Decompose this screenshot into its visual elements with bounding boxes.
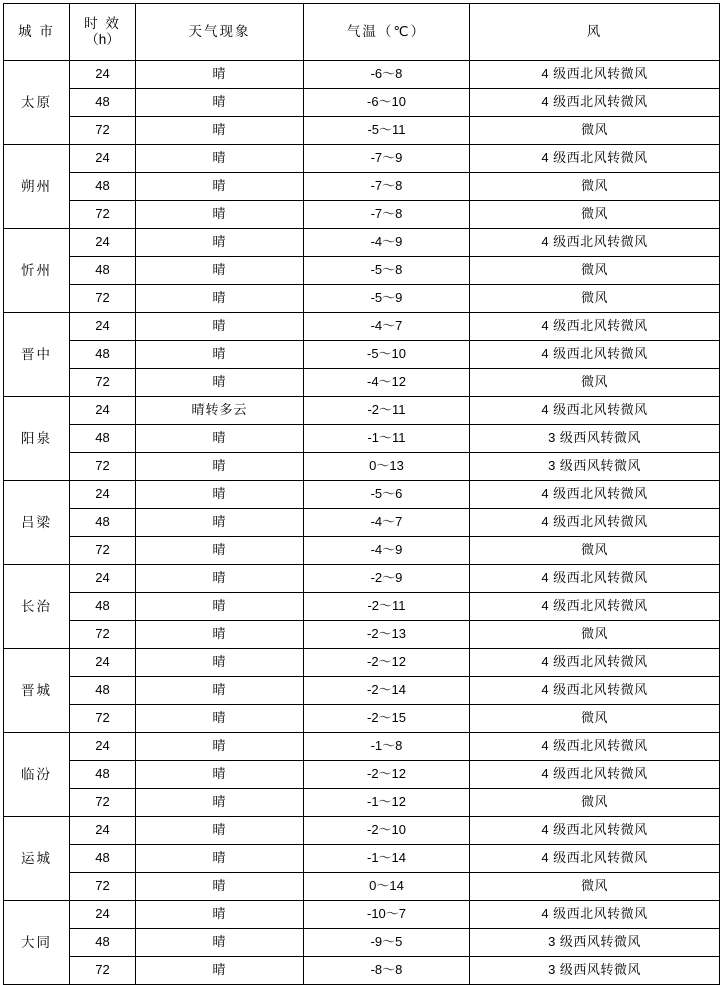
temperature-cell: -2～15 — [304, 705, 470, 733]
temperature-cell: -2～13 — [304, 621, 470, 649]
weather-phenomenon-cell: 晴 — [136, 649, 304, 677]
wind-cell: 4 级西北风转微风 — [470, 565, 720, 593]
wind-cell: 4 级西北风转微风 — [470, 901, 720, 929]
temperature-cell: -5～8 — [304, 257, 470, 285]
table-row — [4, 89, 720, 117]
temperature-cell: -4～7 — [304, 313, 470, 341]
table-row — [4, 229, 720, 257]
temperature-cell: -9～5 — [304, 929, 470, 957]
table-row — [4, 957, 720, 985]
temperature-cell: -2～11 — [304, 593, 470, 621]
weather-phenomenon-cell: 晴 — [136, 341, 304, 369]
temperature-cell: 0～13 — [304, 453, 470, 481]
weather-phenomenon-cell: 晴 — [136, 145, 304, 173]
forecast-hours-cell: 72 — [70, 537, 136, 565]
table-row — [4, 565, 720, 593]
weather-phenomenon-cell: 晴 — [136, 873, 304, 901]
temperature-cell: -2～12 — [304, 649, 470, 677]
wind-cell: 3 级西风转微风 — [470, 425, 720, 453]
forecast-hours-cell: 72 — [70, 789, 136, 817]
weather-phenomenon-cell: 晴 — [136, 761, 304, 789]
temperature-cell: -2～12 — [304, 761, 470, 789]
wind-cell: 4 级西北风转微风 — [470, 313, 720, 341]
wind-cell: 3 级西风转微风 — [470, 957, 720, 985]
temperature-cell: -2～14 — [304, 677, 470, 705]
weather-phenomenon-cell: 晴 — [136, 901, 304, 929]
wind-cell: 微风 — [470, 705, 720, 733]
wind-cell: 4 级西北风转微风 — [470, 733, 720, 761]
forecast-hours-cell: 48 — [70, 173, 136, 201]
forecast-hours-cell: 72 — [70, 117, 136, 145]
temperature-cell: -10～7 — [304, 901, 470, 929]
temperature-cell: -1～8 — [304, 733, 470, 761]
wind-cell: 3 级西风转微风 — [470, 929, 720, 957]
forecast-hours-cell: 48 — [70, 929, 136, 957]
temperature-cell: -5～6 — [304, 481, 470, 509]
weather-phenomenon-cell: 晴 — [136, 957, 304, 985]
forecast-hours-cell: 72 — [70, 201, 136, 229]
forecast-hours-cell: 48 — [70, 677, 136, 705]
wind-cell: 4 级西北风转微风 — [470, 341, 720, 369]
temperature-cell: -1～12 — [304, 789, 470, 817]
column-header-temperature: 气温（℃） — [304, 4, 470, 61]
wind-cell: 微风 — [470, 285, 720, 313]
table-row — [4, 789, 720, 817]
temperature-cell: -4～7 — [304, 509, 470, 537]
table-row — [4, 649, 720, 677]
forecast-hours-cell: 48 — [70, 761, 136, 789]
table-row — [4, 677, 720, 705]
weather-phenomenon-cell: 晴 — [136, 537, 304, 565]
wind-cell: 微风 — [470, 201, 720, 229]
forecast-hours-cell: 72 — [70, 621, 136, 649]
table-row — [4, 285, 720, 313]
temperature-cell: -1～11 — [304, 425, 470, 453]
table-row — [4, 341, 720, 369]
forecast-hours-cell: 72 — [70, 369, 136, 397]
forecast-hours-cell: 48 — [70, 425, 136, 453]
weather-phenomenon-cell: 晴 — [136, 89, 304, 117]
table-row — [4, 817, 720, 845]
table-row — [4, 593, 720, 621]
forecast-hours-cell: 72 — [70, 453, 136, 481]
wind-cell: 4 级西北风转微风 — [470, 845, 720, 873]
temperature-cell: -7～8 — [304, 173, 470, 201]
table-row — [4, 201, 720, 229]
forecast-hours-cell: 48 — [70, 509, 136, 537]
city-cell: 忻州 — [4, 229, 70, 313]
temperature-cell: -7～9 — [304, 145, 470, 173]
forecast-hours-cell: 24 — [70, 229, 136, 257]
forecast-hours-cell: 24 — [70, 733, 136, 761]
table-row — [4, 61, 720, 89]
forecast-hours-cell: 24 — [70, 481, 136, 509]
temperature-cell: -1～14 — [304, 845, 470, 873]
table-row — [4, 173, 720, 201]
table-row — [4, 537, 720, 565]
column-header-wind: 风 — [470, 4, 720, 61]
city-cell: 长治 — [4, 565, 70, 649]
table-body — [4, 61, 720, 985]
temperature-cell: -6～8 — [304, 61, 470, 89]
weather-phenomenon-cell: 晴 — [136, 173, 304, 201]
table-header — [4, 4, 720, 61]
table-row — [4, 761, 720, 789]
weather-forecast-table — [3, 3, 720, 985]
table-row — [4, 481, 720, 509]
city-cell: 太原 — [4, 61, 70, 145]
forecast-hours-cell: 24 — [70, 397, 136, 425]
wind-cell: 4 级西北风转微风 — [470, 817, 720, 845]
column-header-city: 城 市 — [4, 4, 70, 61]
city-cell: 晋城 — [4, 649, 70, 733]
wind-cell: 4 级西北风转微风 — [470, 89, 720, 117]
wind-cell: 4 级西北风转微风 — [470, 677, 720, 705]
forecast-hours-cell: 72 — [70, 957, 136, 985]
wind-cell: 微风 — [470, 873, 720, 901]
forecast-hours-cell: 48 — [70, 845, 136, 873]
weather-phenomenon-cell: 晴 — [136, 229, 304, 257]
forecast-hours-cell: 72 — [70, 873, 136, 901]
wind-cell: 4 级西北风转微风 — [470, 593, 720, 621]
wind-cell: 3 级西风转微风 — [470, 453, 720, 481]
weather-phenomenon-cell: 晴转多云 — [136, 397, 304, 425]
weather-phenomenon-cell: 晴 — [136, 481, 304, 509]
forecast-hours-cell: 48 — [70, 89, 136, 117]
temperature-cell: -5～10 — [304, 341, 470, 369]
temperature-cell: -2～9 — [304, 565, 470, 593]
wind-cell: 4 级西北风转微风 — [470, 649, 720, 677]
forecast-hours-cell: 48 — [70, 593, 136, 621]
temperature-cell: -6～10 — [304, 89, 470, 117]
weather-phenomenon-cell: 晴 — [136, 369, 304, 397]
temperature-cell: -4～9 — [304, 229, 470, 257]
weather-phenomenon-cell: 晴 — [136, 593, 304, 621]
city-cell: 吕梁 — [4, 481, 70, 565]
weather-phenomenon-cell: 晴 — [136, 845, 304, 873]
weather-phenomenon-cell: 晴 — [136, 929, 304, 957]
table-row — [4, 901, 720, 929]
table-row — [4, 117, 720, 145]
table-row — [4, 873, 720, 901]
forecast-hours-cell: 24 — [70, 61, 136, 89]
temperature-cell: -5～11 — [304, 117, 470, 145]
weather-phenomenon-cell: 晴 — [136, 705, 304, 733]
forecast-hours-cell: 24 — [70, 817, 136, 845]
table-row — [4, 397, 720, 425]
wind-cell: 4 级西北风转微风 — [470, 61, 720, 89]
column-header-hours — [70, 4, 136, 61]
table-header-row — [4, 4, 720, 61]
table-row — [4, 509, 720, 537]
weather-phenomenon-cell: 晴 — [136, 789, 304, 817]
column-header-hours-line2: （h） — [85, 32, 120, 47]
weather-phenomenon-cell: 晴 — [136, 453, 304, 481]
weather-phenomenon-cell: 晴 — [136, 117, 304, 145]
forecast-hours-cell: 48 — [70, 341, 136, 369]
temperature-cell: -7～8 — [304, 201, 470, 229]
forecast-hours-cell: 24 — [70, 649, 136, 677]
weather-phenomenon-cell: 晴 — [136, 313, 304, 341]
city-cell: 临汾 — [4, 733, 70, 817]
city-cell: 朔州 — [4, 145, 70, 229]
table-row — [4, 845, 720, 873]
temperature-cell: 0～14 — [304, 873, 470, 901]
wind-cell: 4 级西北风转微风 — [470, 761, 720, 789]
weather-phenomenon-cell: 晴 — [136, 257, 304, 285]
wind-cell: 微风 — [470, 369, 720, 397]
table-row — [4, 145, 720, 173]
temperature-cell: -4～9 — [304, 537, 470, 565]
wind-cell: 微风 — [470, 789, 720, 817]
weather-phenomenon-cell: 晴 — [136, 285, 304, 313]
table-row — [4, 257, 720, 285]
weather-phenomenon-cell: 晴 — [136, 733, 304, 761]
wind-cell: 4 级西北风转微风 — [470, 509, 720, 537]
table-row — [4, 733, 720, 761]
weather-phenomenon-cell: 晴 — [136, 425, 304, 453]
table-row — [4, 313, 720, 341]
table-row — [4, 425, 720, 453]
weather-phenomenon-cell: 晴 — [136, 61, 304, 89]
weather-phenomenon-cell: 晴 — [136, 677, 304, 705]
forecast-hours-cell: 24 — [70, 145, 136, 173]
temperature-cell: -8～8 — [304, 957, 470, 985]
wind-cell: 4 级西北风转微风 — [470, 229, 720, 257]
forecast-hours-cell: 24 — [70, 901, 136, 929]
wind-cell: 微风 — [470, 537, 720, 565]
weather-phenomenon-cell: 晴 — [136, 565, 304, 593]
temperature-cell: -2～11 — [304, 397, 470, 425]
column-header-phenomenon: 天气现象 — [136, 4, 304, 61]
temperature-cell: -4～12 — [304, 369, 470, 397]
city-cell: 阳泉 — [4, 397, 70, 481]
wind-cell: 微风 — [470, 117, 720, 145]
weather-phenomenon-cell: 晴 — [136, 621, 304, 649]
table-row — [4, 453, 720, 481]
weather-phenomenon-cell: 晴 — [136, 817, 304, 845]
wind-cell: 4 级西北风转微风 — [470, 397, 720, 425]
forecast-hours-cell: 72 — [70, 285, 136, 313]
table-row — [4, 929, 720, 957]
table-row — [4, 705, 720, 733]
wind-cell: 4 级西北风转微风 — [470, 481, 720, 509]
forecast-hours-cell: 72 — [70, 705, 136, 733]
weather-phenomenon-cell: 晴 — [136, 509, 304, 537]
city-cell: 大同 — [4, 901, 70, 985]
weather-phenomenon-cell: 晴 — [136, 201, 304, 229]
wind-cell: 微风 — [470, 621, 720, 649]
temperature-cell: -2～10 — [304, 817, 470, 845]
forecast-hours-cell: 48 — [70, 257, 136, 285]
column-header-hours-line1: 时 效 — [84, 16, 121, 32]
table-row — [4, 369, 720, 397]
wind-cell: 微风 — [470, 257, 720, 285]
table-row — [4, 621, 720, 649]
forecast-hours-cell: 24 — [70, 565, 136, 593]
wind-cell: 微风 — [470, 173, 720, 201]
city-cell: 运城 — [4, 817, 70, 901]
temperature-cell: -5～9 — [304, 285, 470, 313]
forecast-hours-cell: 24 — [70, 313, 136, 341]
wind-cell: 4 级西北风转微风 — [470, 145, 720, 173]
city-cell: 晋中 — [4, 313, 70, 397]
